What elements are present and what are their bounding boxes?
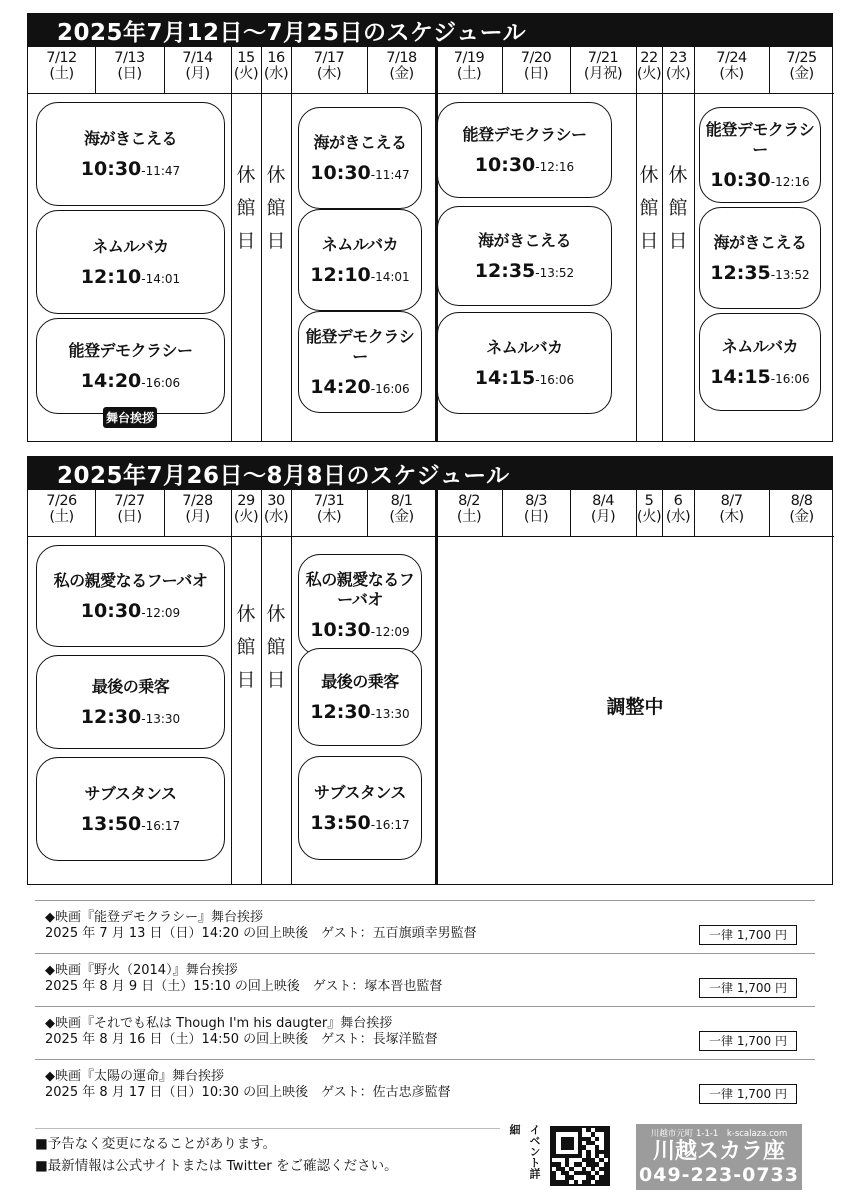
group-divider (291, 93, 292, 442)
closed-char: 館 (236, 197, 256, 219)
end-time: -14:01 (370, 269, 410, 284)
closed-char: 館 (639, 197, 659, 219)
day-date: 5 (644, 493, 654, 509)
column-divider (570, 490, 571, 536)
theater-logo (636, 1124, 802, 1190)
column-divider (662, 47, 663, 93)
end-time: -16:17 (370, 817, 410, 832)
column-divider (435, 47, 438, 93)
event-title: ◆映画『太陽の運命』舞台挨拶 (45, 1069, 224, 1084)
end-time: -16:06 (535, 372, 575, 387)
showtime-card[interactable] (298, 311, 422, 413)
day-date: 8/4 (592, 493, 614, 509)
closed-day-label (231, 159, 261, 258)
showtime-card[interactable] (699, 313, 821, 411)
qr-module (595, 1137, 599, 1141)
column-divider (164, 47, 165, 93)
day-weekday: (木) (316, 66, 342, 82)
day-date: 7/12 (46, 50, 77, 66)
movie-title: ネムルバカ (92, 236, 169, 256)
day-date: 30 (267, 493, 285, 509)
end-time: -16:06 (370, 381, 410, 396)
closed-char: 休 (266, 164, 286, 186)
event-title: ◆映画『それでも私は Though I'm his daugter』舞台挨拶 (45, 1016, 393, 1031)
day-date: 7/14 (182, 50, 213, 66)
day-date: 23 (669, 50, 687, 66)
day-header (570, 47, 636, 93)
day-header (636, 47, 662, 93)
event-title: ◆映画『能登デモクラシー』舞台挨拶 (45, 910, 263, 925)
movie-title: ネムルバカ (721, 336, 799, 356)
day-weekday: (金) (789, 509, 814, 525)
closed-char: 館 (668, 197, 688, 219)
stage-greeting-badge: 舞台挨拶 (103, 407, 157, 428)
day-weekday: (金) (389, 66, 414, 82)
showtime-card[interactable] (437, 102, 612, 198)
column-divider (95, 47, 96, 93)
day-header (769, 490, 834, 536)
day-header (261, 490, 291, 536)
movie-title: 海がきこえる (713, 232, 807, 252)
day-weekday: (月) (590, 509, 616, 525)
qr-module (604, 1180, 608, 1184)
header-divider (28, 536, 834, 537)
group-divider (694, 93, 695, 442)
day-header (662, 47, 694, 93)
event-price: 一律 1,700 円 (699, 1084, 797, 1104)
day-header (436, 47, 502, 93)
theater-address: 川越市元町 1-1-1 k-scalaza.com (650, 1129, 788, 1139)
column-divider (291, 490, 292, 536)
day-header (291, 47, 367, 93)
movie-title: 私の親愛なるフーバオ (53, 570, 208, 590)
showtime-card[interactable] (36, 210, 225, 314)
column-divider (95, 490, 96, 536)
day-date: 7/17 (313, 50, 345, 66)
closed-char: 日 (236, 230, 256, 252)
closed-char: 館 (236, 636, 256, 658)
group-divider (636, 93, 637, 442)
day-weekday: (日) (117, 509, 142, 525)
day-weekday: (月) (185, 66, 210, 82)
showtime (438, 367, 611, 389)
day-weekday: (木) (719, 509, 744, 525)
event-separator (35, 900, 815, 901)
column-divider (694, 47, 695, 93)
adjusting-label: 調整中 (606, 696, 664, 718)
day-date: 7/20 (520, 50, 552, 66)
start-time: 10:30 (310, 161, 371, 184)
end-time: -13:30 (370, 706, 410, 721)
day-weekday: (水) (665, 509, 691, 525)
notes-box (35, 1128, 500, 1180)
showtime-card[interactable] (298, 107, 422, 209)
day-weekday: (水) (263, 66, 289, 82)
qr-module (604, 1154, 608, 1158)
day-header (164, 47, 231, 93)
event-price: 一律 1,700 円 (699, 978, 797, 998)
movie-title: 能登デモクラシー (68, 340, 193, 360)
qr-module (565, 1180, 569, 1184)
qr-label: イベント詳細 (508, 1124, 541, 1179)
showtime-card[interactable] (298, 756, 422, 860)
column-divider (231, 47, 232, 93)
column-divider (164, 490, 165, 536)
showtime-card[interactable] (298, 648, 422, 746)
closed-char: 日 (266, 669, 286, 691)
start-time: 10:30 (310, 618, 371, 641)
event-details: 2025 年 8 月 9 日（土）15:10 の回上映後 ゲスト：塚本晋也監督 (45, 979, 443, 994)
day-weekday: (火) (636, 66, 662, 82)
column-divider (636, 490, 637, 536)
start-time: 12:10 (80, 265, 142, 288)
end-time: -12:16 (535, 159, 575, 174)
theater-name: 川越スカラ座 (652, 1139, 785, 1164)
day-date: 7/19 (453, 50, 485, 66)
day-date: 8/3 (525, 493, 547, 509)
column-divider (502, 47, 503, 93)
day-weekday: (水) (263, 509, 289, 525)
showtime (37, 813, 224, 835)
event-details: 2025 年 8 月 17 日（日）10:30 の回上映後 ゲスト：佐古忠彦監督 (45, 1085, 451, 1100)
start-time: 12:35 (710, 261, 771, 284)
start-time: 12:35 (474, 259, 536, 282)
closed-char: 日 (236, 669, 256, 691)
day-date: 7/26 (46, 493, 77, 509)
start-time: 14:20 (310, 375, 371, 398)
day-header (570, 490, 636, 536)
column-divider (367, 490, 368, 536)
day-weekday: (火) (233, 66, 259, 82)
day-weekday: (水) (665, 66, 691, 82)
showtime-card[interactable] (298, 554, 422, 656)
start-time: 10:30 (80, 599, 142, 622)
showtime (299, 619, 421, 641)
day-date: 8/2 (458, 493, 480, 509)
group-divider (231, 536, 232, 885)
event-separator (35, 1006, 815, 1007)
day-header (636, 490, 662, 536)
column-divider (367, 47, 368, 93)
day-date: 16 (267, 50, 285, 66)
movie-title: サブスタンス (314, 782, 406, 802)
column-divider (261, 47, 262, 93)
movie-title: サブスタンス (84, 783, 177, 803)
event-item (45, 910, 685, 942)
showtime (700, 169, 820, 191)
end-time: -13:52 (535, 265, 575, 280)
showtime-card[interactable] (36, 318, 225, 414)
movie-title: 最後の乗客 (91, 676, 170, 696)
day-date: 7/31 (313, 493, 345, 509)
movie-title: 海がきこえる (83, 128, 177, 148)
showtime-card[interactable] (699, 107, 821, 203)
day-date: 7/18 (386, 50, 417, 66)
note-2: ■最新情報は公式サイトまたは Twitter をご確認ください。 (35, 1158, 398, 1174)
group-divider (231, 93, 232, 442)
end-time: -16:06 (770, 371, 810, 386)
day-header (164, 490, 231, 536)
qr-module (586, 1180, 590, 1184)
showtime (37, 600, 224, 622)
day-date: 15 (237, 50, 255, 66)
day-date: 22 (640, 50, 658, 66)
start-time: 14:20 (80, 369, 142, 392)
closed-char: 休 (639, 164, 659, 186)
movie-title: 最後の乗客 (321, 671, 399, 691)
showtime-card[interactable] (437, 206, 612, 306)
event-separator (35, 1059, 815, 1060)
group-divider (662, 93, 663, 442)
day-weekday: (月祝) (583, 66, 623, 82)
column-divider (435, 490, 438, 536)
column-divider (662, 490, 663, 536)
day-header (28, 490, 95, 536)
closed-char: 休 (236, 164, 256, 186)
column-divider (636, 47, 637, 93)
movie-title: ネムルバカ (321, 234, 399, 254)
showtime-card[interactable] (36, 757, 225, 861)
day-header (502, 490, 570, 536)
movie-title: 能登デモクラシー (305, 326, 415, 366)
end-time: -13:30 (141, 711, 181, 726)
showtime (438, 154, 611, 176)
group-divider (291, 536, 292, 885)
start-time: 12:30 (310, 700, 371, 723)
day-weekday: (土) (456, 509, 482, 525)
qr-code[interactable] (550, 1126, 610, 1186)
day-header (662, 490, 694, 536)
day-date: 7/28 (182, 493, 213, 509)
schedule-grid-2 (27, 490, 833, 885)
start-time: 10:30 (710, 168, 771, 191)
start-time: 12:30 (80, 705, 142, 728)
column-divider (570, 47, 571, 93)
showtime (299, 701, 421, 723)
schedule-grid-1 (27, 47, 833, 442)
showtime-card[interactable] (36, 545, 225, 647)
closed-char: 日 (639, 230, 659, 252)
day-header (694, 490, 769, 536)
start-time: 10:30 (80, 157, 142, 180)
showtime (299, 812, 421, 834)
closed-char: 休 (266, 603, 286, 625)
start-time: 13:50 (80, 812, 142, 835)
event-list (35, 900, 815, 1115)
event-details: 2025 年 8 月 16 日（土）14:50 の回上映後 ゲスト：長塚洋監督 (45, 1032, 438, 1047)
day-weekday: (土) (49, 66, 74, 82)
showtime (37, 158, 224, 180)
day-weekday: (木) (316, 509, 342, 525)
schedule-header-2: 2025年7月26日～8月8日のスケジュール (27, 456, 833, 490)
theater-phone: 049-223-0733 (639, 1164, 799, 1186)
showtime-card[interactable] (36, 102, 225, 206)
day-header (694, 47, 769, 93)
column-divider (769, 47, 770, 93)
note-1: ■予告なく変更になることがあります。 (35, 1136, 277, 1152)
day-date: 7/13 (114, 50, 145, 66)
column-divider (502, 490, 503, 536)
closed-char: 日 (266, 230, 286, 252)
day-weekday: (金) (789, 66, 814, 82)
event-details: 2025 年 7 月 13 日（日）14:20 の回上映後 ゲスト：五百旗頭幸男監督 (45, 926, 477, 941)
day-date: 29 (237, 493, 255, 509)
start-time: 14:15 (474, 366, 536, 389)
day-date: 7/21 (587, 50, 619, 66)
showtime-card[interactable] (699, 207, 821, 309)
day-weekday: (金) (389, 509, 414, 525)
closed-char: 館 (266, 197, 286, 219)
showtime (37, 370, 224, 392)
closed-char: 館 (266, 636, 286, 658)
closed-char: 日 (668, 230, 688, 252)
event-price: 一律 1,700 円 (699, 925, 797, 945)
day-header (502, 47, 570, 93)
closed-day-label (261, 598, 291, 697)
day-weekday: (火) (636, 509, 662, 525)
column-divider (261, 490, 262, 536)
end-time: -16:17 (141, 818, 181, 833)
event-title: ◆映画『野火（2014）』舞台挨拶 (45, 963, 238, 978)
closed-day-label (231, 598, 261, 697)
movie-title: ネムルバカ (486, 337, 563, 357)
movie-title: 海がきこえる (313, 132, 407, 152)
day-weekday: (土) (456, 66, 482, 82)
day-header (28, 47, 95, 93)
closed-day-label (636, 159, 662, 258)
showtime-card[interactable] (437, 312, 612, 414)
day-weekday: (火) (233, 509, 259, 525)
closed-char: 休 (668, 164, 688, 186)
day-header (261, 47, 291, 93)
showtime (700, 262, 820, 284)
start-time: 13:50 (310, 811, 371, 834)
group-divider (261, 93, 262, 442)
end-time: -12:09 (370, 624, 410, 639)
event-item (45, 1016, 685, 1048)
schedule-header-1: 2025年7月12日～7月25日のスケジュール (27, 13, 833, 47)
day-header (95, 490, 164, 536)
showtime (438, 260, 611, 282)
end-time: -11:47 (370, 167, 410, 182)
end-time: -12:16 (770, 174, 810, 189)
end-time: -14:01 (141, 271, 181, 286)
header-divider (28, 93, 834, 94)
showtime-card[interactable] (298, 209, 422, 311)
closed-char: 休 (236, 603, 256, 625)
day-header (436, 490, 502, 536)
day-header (231, 490, 261, 536)
day-weekday: (日) (523, 66, 549, 82)
showtime (700, 366, 820, 388)
column-divider (769, 490, 770, 536)
day-date: 8/7 (720, 493, 743, 509)
day-header (367, 47, 436, 93)
day-date: 7/24 (716, 50, 747, 66)
day-weekday: (日) (117, 66, 142, 82)
showtime (299, 376, 421, 398)
day-date: 7/25 (786, 50, 817, 66)
start-time: 14:15 (710, 365, 771, 388)
day-date: 7/27 (114, 493, 145, 509)
day-date: 8/1 (390, 493, 413, 509)
day-weekday: (日) (523, 509, 549, 525)
column-divider (231, 490, 232, 536)
day-header (231, 47, 261, 93)
day-weekday: (土) (49, 509, 74, 525)
movie-title: 能登デモクラシー (462, 124, 587, 144)
start-time: 12:10 (310, 263, 371, 286)
qr-module (574, 1180, 578, 1184)
day-weekday: (木) (719, 66, 744, 82)
day-date: 6 (673, 493, 683, 509)
day-weekday: (月) (185, 509, 210, 525)
showtime (37, 706, 224, 728)
column-divider (694, 490, 695, 536)
movie-title: 能登デモクラシー (705, 119, 815, 159)
day-header (769, 47, 834, 93)
day-header (291, 490, 367, 536)
end-time: -11:47 (141, 163, 181, 178)
end-time: -16:06 (141, 375, 181, 390)
end-time: -13:52 (770, 267, 810, 282)
column-divider (291, 47, 292, 93)
event-separator (35, 953, 815, 954)
event-price: 一律 1,700 円 (699, 1031, 797, 1051)
event-item (45, 963, 685, 995)
end-time: -12:09 (141, 605, 181, 620)
start-time: 10:30 (474, 153, 536, 176)
showtime (299, 264, 421, 286)
qr-module (569, 1145, 573, 1149)
movie-title: 私の親愛なるフーバオ (305, 569, 415, 609)
closed-day-label (662, 159, 694, 258)
group-divider (261, 536, 262, 885)
showtime (37, 266, 224, 288)
event-item (45, 1069, 685, 1101)
day-header (95, 47, 164, 93)
showtime (299, 162, 421, 184)
closed-day-label (261, 159, 291, 258)
movie-title: 海がきこえる (477, 230, 571, 250)
showtime-card[interactable] (36, 655, 225, 749)
day-header (367, 490, 436, 536)
day-date: 8/8 (790, 493, 813, 509)
